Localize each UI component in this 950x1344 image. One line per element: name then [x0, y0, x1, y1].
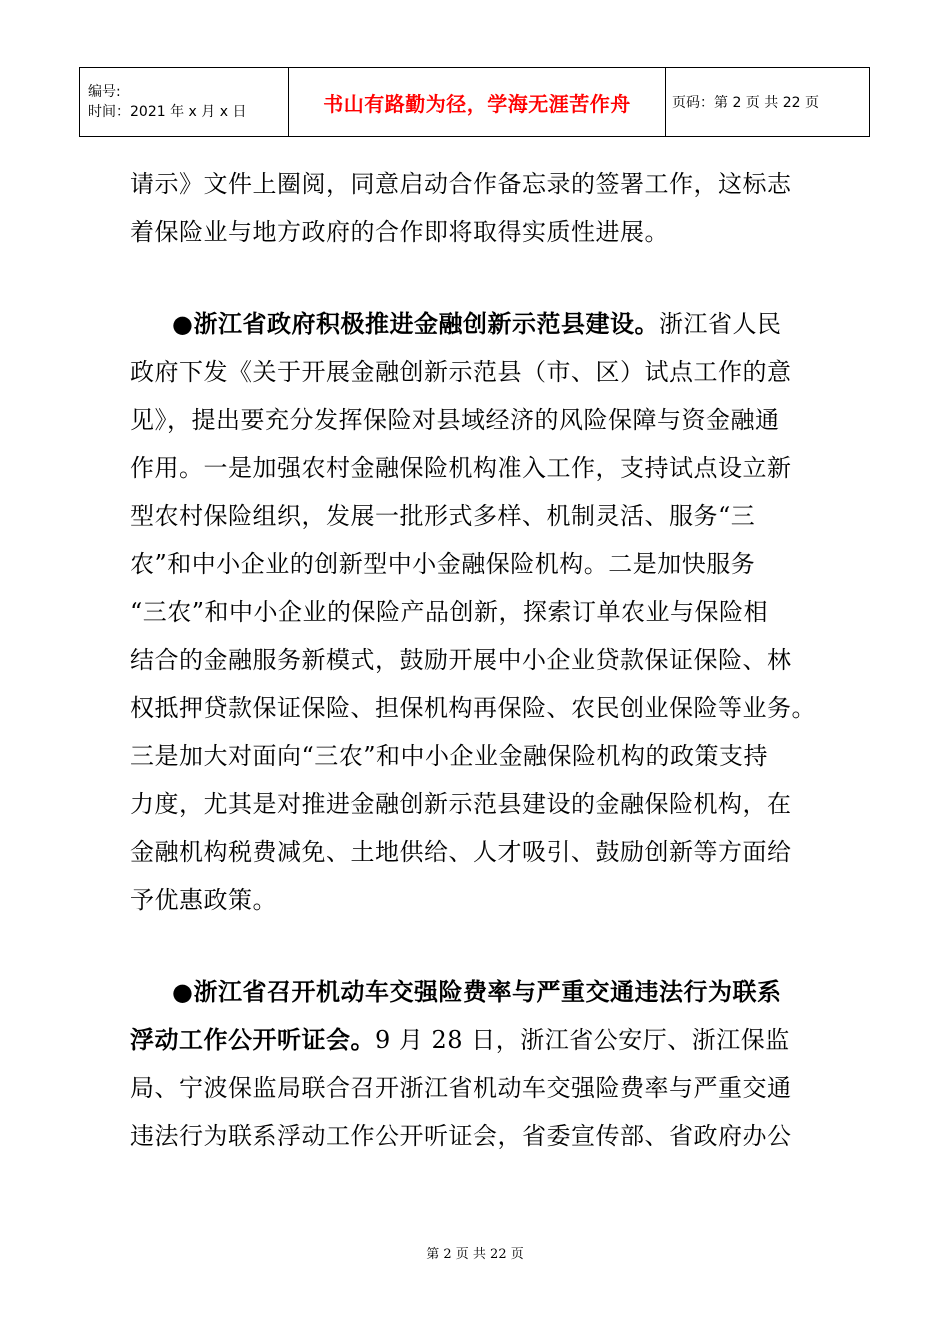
- section-heading: 浮动工作公开听证会。: [130, 1026, 375, 1054]
- page-footer: 第 2 页 共 22 页: [426, 1247, 524, 1262]
- section-heading-line: [130, 968, 820, 1016]
- section-heading-line: [130, 300, 820, 348]
- paragraph-line: “三农”和中小企业的保险产品创新，探索订单农业与保险相: [130, 598, 769, 626]
- paragraph-line: 三是加大对面向“三农”和中小企业金融保险机构的政策支持: [130, 742, 769, 770]
- paragraph-line: 权抵押贷款保证保险、担保机构再保险、农民创业保险等业务。: [130, 694, 816, 722]
- paragraph-line: 政府下发《关于开展金融创新示范县（市、区）试点工作的意: [130, 358, 792, 386]
- paragraph-line: 作用。一是加强农村金融保险机构准入工作，支持试点设立新: [130, 454, 792, 482]
- paragraph-line: 违法行为联系浮动工作公开听证会，省委宣传部、省政府办公: [130, 1122, 792, 1150]
- paragraph-line: 着保险业与地方政府的合作即将取得实质性进展。: [130, 218, 669, 246]
- paragraph-line: 请示》文件上圈阅，同意启动合作备忘录的签署工作，这标志: [130, 170, 792, 198]
- header-page-info: 页码：第 2 页 共 22 页: [666, 68, 870, 137]
- section-heading: ●浙江省政府积极推进金融创新示范县建设。: [172, 310, 659, 338]
- paragraph-line: 力度，尤其是对推进金融创新示范县建设的金融保险机构，在: [130, 790, 792, 818]
- paragraph-line: 予优惠政策。: [130, 886, 277, 914]
- paragraph-text: 9 月 28 日，浙江省公安厅、浙江保监: [375, 1026, 790, 1054]
- paragraph-line: 金融机构税费减免、土地供给、人才吸引、鼓励创新等方面给: [130, 838, 792, 866]
- document-header: [79, 67, 870, 137]
- document-number-label: 编号:: [88, 84, 121, 100]
- paragraph-text: 浙江省人民: [658, 310, 782, 338]
- paragraph-line: 结合的金融服务新模式，鼓励开展中小企业贷款保证保险、林: [130, 646, 792, 674]
- section-heading-line: [130, 1016, 820, 1064]
- header-motto: 书山有路勤为径，学海无涯苦作舟: [289, 68, 666, 137]
- section-heading: ●浙江省召开机动车交强险费率与严重交通违法行为联系: [172, 978, 782, 1006]
- paragraph-line: 见》，提出要充分发挥保险对县域经济的风险保障与资金融通: [130, 406, 780, 434]
- paragraph-line: 局、宁波保监局联合召开浙江省机动车交强险费率与严重交通: [130, 1074, 792, 1102]
- paragraph-line: 农”和中小企业的创新型中小金融保险机构。二是加快服务: [130, 550, 756, 578]
- document-body: [130, 160, 820, 1160]
- document-date: 时间：2021 年 x 月 x 日: [88, 104, 247, 120]
- header-meta: [80, 68, 289, 137]
- paragraph-line: 型农村保险组织，发展一批形式多样、机制灵活、服务“三: [130, 502, 756, 530]
